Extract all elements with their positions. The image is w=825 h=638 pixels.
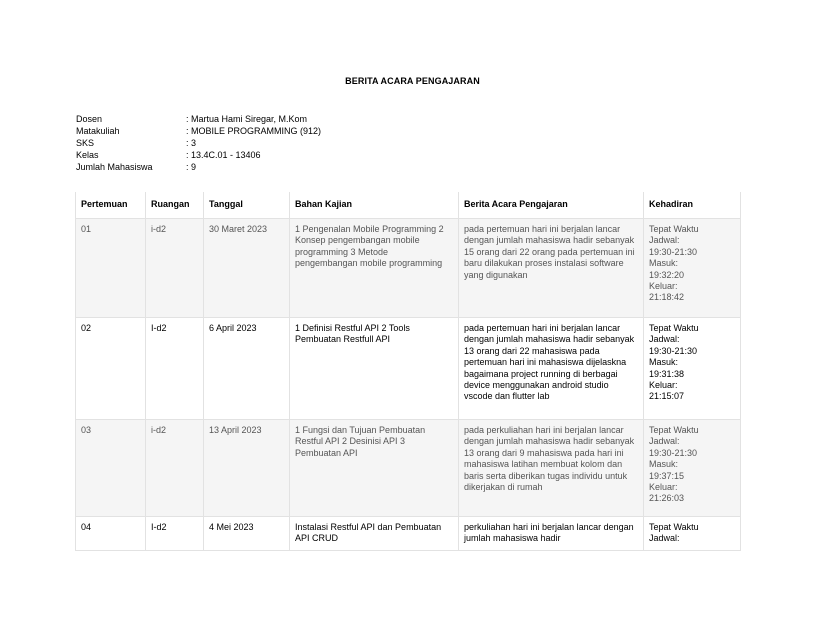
document-title: BERITA ACARA PENGAJARAN (345, 76, 480, 86)
info-separator: : (186, 114, 189, 124)
info-row-jumlah-mahasiswa (76, 161, 321, 173)
cell-pertemuan: 04 (76, 517, 146, 551)
kehadiran-line: 19:31:38 (649, 368, 685, 379)
info-value: 13.4C.01 - 13406 (191, 150, 261, 160)
info-row-matakuliah (76, 125, 321, 137)
cell-berita-acara: pada pertemuan hari ini berjalan lancar dengan jumlah mahasiswa hadir sebanyak 15 orang dari 22 orang pada pertemuan ini baru dilakukan proses instalasi software yang digunakan (459, 219, 644, 318)
info-label: Dosen (76, 114, 103, 124)
table-header-row (76, 192, 741, 219)
header-pertemuan: Pertemuan (76, 192, 146, 219)
kehadiran-line: Masuk: (649, 258, 679, 269)
kehadiran-line: 21:18:42 (649, 292, 685, 303)
kehadiran-line: 19:30-21:30 (649, 345, 698, 356)
header-berita-acara: Berita Acara Pengajaran (459, 192, 644, 219)
kehadiran-line: 19:30-21:30 (649, 246, 698, 257)
cell-kehadiran (644, 517, 741, 551)
header-ruangan: Ruangan (146, 192, 204, 219)
kehadiran-line: Jadwal: (649, 235, 680, 246)
info-label: SKS (76, 138, 95, 148)
info-row-dosen (76, 113, 321, 125)
kehadiran-line: 21:15:07 (649, 391, 685, 402)
kehadiran-line: Keluar: (649, 281, 678, 292)
cell-kehadiran (644, 219, 741, 318)
cell-tanggal: 4 Mei 2023 (204, 517, 290, 551)
info-label: Kelas (76, 150, 99, 160)
cell-tanggal: 13 April 2023 (204, 420, 290, 517)
teaching-record-table (75, 192, 741, 551)
kehadiran-line: 19:32:20 (649, 269, 685, 280)
header-bahan-kajian: Bahan Kajian (290, 192, 459, 219)
cell-kehadiran (644, 318, 741, 420)
info-value: MOBILE PROGRAMMING (912) (191, 126, 322, 136)
cell-berita-acara: pada perkuliahan hari ini berjalan lancar dengan jumlah mahasiswa hadir sebanyak 13 orang dari 9 mahasiswa pada hari ini mahasiswa latihan membuat kolom dan baris serta diberikan tugas individu untuk dikerjakan di rumah (459, 420, 644, 517)
kehadiran-line: Tepat Waktu (649, 224, 699, 234)
table-row (76, 219, 741, 318)
cell-tanggal: 6 April 2023 (204, 318, 290, 420)
info-label: Matakuliah (76, 126, 120, 136)
kehadiran-line: Jadwal: (649, 334, 680, 345)
kehadiran-line: Keluar: (649, 380, 678, 391)
kehadiran-line: 19:30-21:30 (649, 447, 698, 458)
cell-bahan-kajian: 1 Pengenalan Mobile Programming 2 Konsep pengembangan mobile programming 3 Metode pengembangan mobile programming (290, 219, 459, 318)
info-row-kelas (76, 149, 321, 161)
info-separator: : (186, 162, 189, 172)
cell-bahan-kajian: Instalasi Restful API dan Pembuatan API CRUD (290, 517, 459, 551)
info-row-sks (76, 137, 321, 149)
info-value: 9 (191, 162, 197, 172)
table-row (76, 420, 741, 517)
cell-tanggal: 30 Maret 2023 (204, 219, 290, 318)
kehadiran-line: Masuk: (649, 459, 679, 470)
kehadiran-line: Keluar: (649, 482, 678, 493)
header-tanggal: Tanggal (204, 192, 290, 219)
cell-ruangan: I-d2 (146, 318, 204, 420)
cell-bahan-kajian: 1 Fungsi dan Tujuan Pembuatan Restful API 2 Desinisi API 3 Pembuatan API (290, 420, 459, 517)
info-separator: : (186, 150, 189, 160)
cell-kehadiran (644, 420, 741, 517)
info-label: Jumlah Mahasiswa (76, 162, 153, 172)
cell-bahan-kajian: 1 Definisi Restful API 2 Tools Pembuatan Restfull API (290, 318, 459, 420)
cell-ruangan: I-d2 (146, 517, 204, 551)
table-row (76, 517, 741, 551)
kehadiran-line: Tepat Waktu (649, 323, 699, 333)
table-row (76, 318, 741, 420)
kehadiran-line: Masuk: (649, 357, 679, 368)
course-info (76, 113, 321, 173)
kehadiran-line: Jadwal: (649, 533, 680, 544)
info-value: Martua Hami Siregar, M.Kom (191, 114, 308, 124)
cell-berita-acara: perkuliahan hari ini berjalan lancar dengan jumlah mahasiswa hadir (459, 517, 644, 551)
info-value: 3 (191, 138, 197, 148)
cell-pertemuan: 03 (76, 420, 146, 517)
kehadiran-line: 21:26:03 (649, 493, 685, 504)
kehadiran-line: Jadwal: (649, 436, 680, 447)
cell-pertemuan: 02 (76, 318, 146, 420)
kehadiran-line: 19:37:15 (649, 470, 685, 481)
kehadiran-line: Tepat Waktu (649, 425, 699, 435)
cell-ruangan: i-d2 (146, 420, 204, 517)
kehadiran-line: Tepat Waktu (649, 522, 699, 532)
cell-ruangan: i-d2 (146, 219, 204, 318)
info-separator: : (186, 138, 189, 148)
cell-berita-acara: pada pertemuan hari ini berjalan lancar dengan jumlah mahasiswa hadir sebanyak 13 orang dari 22 mahasiswa pada pertemuan hari ini mahasiswa dijelaskna bagaimana project running di berbagai device menggunakan android studio vscode dan flutter lab (459, 318, 644, 420)
cell-pertemuan: 01 (76, 219, 146, 318)
info-separator: : (186, 126, 189, 136)
header-kehadiran: Kehadiran (644, 192, 741, 219)
